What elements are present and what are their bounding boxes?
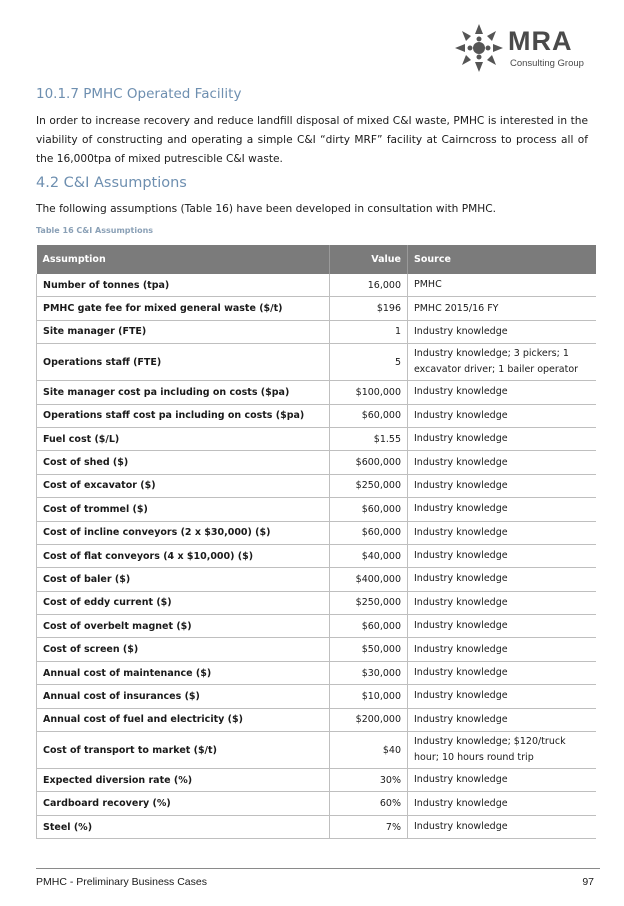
assumption-cell: PMHC gate fee for mixed general waste ($/t)	[37, 297, 330, 320]
assumption-cell: Cost of eddy current ($)	[37, 591, 330, 614]
value-cell: $60,000	[330, 404, 408, 427]
value-cell: $196	[330, 297, 408, 320]
value-cell: $400,000	[330, 568, 408, 591]
table-row	[37, 297, 596, 320]
section-heading: 10.1.7 PMHC Operated Facility	[36, 86, 242, 102]
table-row	[37, 344, 596, 381]
value-cell: 7%	[330, 815, 408, 838]
source-cell: Industry knowledge	[408, 638, 596, 661]
value-cell: $200,000	[330, 708, 408, 731]
assumptions-table	[36, 245, 596, 839]
value-cell: $10,000	[330, 685, 408, 708]
value-cell: $60,000	[330, 521, 408, 544]
source-cell: Industry knowledge	[408, 381, 596, 404]
source-cell: Industry knowledge	[408, 708, 596, 731]
value-cell: 60%	[330, 792, 408, 815]
table-row	[37, 498, 596, 521]
assumption-cell: Cardboard recovery (%)	[37, 792, 330, 815]
subheading: 4.2 C&I Assumptions	[36, 175, 187, 191]
table-row	[37, 427, 596, 450]
table-row	[37, 521, 596, 544]
value-cell: $250,000	[330, 591, 408, 614]
source-cell: Industry knowledge; $120/truck hour; 10 hours round trip	[408, 732, 596, 769]
table-header-row	[37, 245, 596, 274]
assumption-cell: Fuel cost ($/L)	[37, 427, 330, 450]
table-row	[37, 732, 596, 769]
value-cell: 30%	[330, 769, 408, 792]
table-row	[37, 615, 596, 638]
header-assumption: Assumption	[37, 245, 330, 274]
assumption-cell: Expected diversion rate (%)	[37, 769, 330, 792]
page-number: 97	[582, 876, 594, 888]
assumption-cell: Cost of screen ($)	[37, 638, 330, 661]
table-row	[37, 381, 596, 404]
table-row	[37, 638, 596, 661]
value-cell: $600,000	[330, 451, 408, 474]
source-cell: Industry knowledge	[408, 427, 596, 450]
source-cell: PMHC 2015/16 FY	[408, 297, 596, 320]
value-cell: $40	[330, 732, 408, 769]
source-cell: Industry knowledge	[408, 568, 596, 591]
value-cell: $50,000	[330, 638, 408, 661]
assumptions-paragraph: The following assumptions (Table 16) have been developed in consultation with PMHC.	[36, 203, 497, 215]
value-cell: $100,000	[330, 381, 408, 404]
assumption-cell: Cost of overbelt magnet ($)	[37, 615, 330, 638]
source-cell: Industry knowledge	[408, 769, 596, 792]
assumption-cell: Operations staff (FTE)	[37, 344, 330, 381]
assumption-cell: Cost of baler ($)	[37, 568, 330, 591]
table-caption: Table 16 C&I Assumptions	[36, 226, 154, 235]
source-cell: Industry knowledge	[408, 498, 596, 521]
value-cell: 5	[330, 344, 408, 381]
table-row	[37, 474, 596, 497]
assumption-cell: Steel (%)	[37, 815, 330, 838]
table-row	[37, 274, 596, 297]
assumption-cell: Number of tonnes (tpa)	[37, 274, 330, 297]
source-cell: Industry knowledge	[408, 591, 596, 614]
footer-title: PMHC - Preliminary Business Cases	[36, 876, 207, 888]
value-cell: 16,000	[330, 274, 408, 297]
logo-mark-icon	[452, 22, 506, 74]
value-cell: $60,000	[330, 498, 408, 521]
table-row	[37, 769, 596, 792]
table-row	[37, 568, 596, 591]
source-cell: Industry knowledge	[408, 521, 596, 544]
source-cell: Industry knowledge	[408, 404, 596, 427]
value-cell: $1.55	[330, 427, 408, 450]
assumption-cell: Cost of incline conveyors (2 x $30,000) ($)	[37, 521, 330, 544]
value-cell: $30,000	[330, 661, 408, 684]
source-cell: Industry knowledge	[408, 544, 596, 567]
intro-paragraph: In order to increase recovery and reduce landfill disposal of mixed C&I waste, PMHC is interested in the viability of constructing and operating a simple C&I “dirty MRF” facility at Cairncross to process all of the 16,000tpa of mixed putrescible C&I waste.	[36, 115, 588, 165]
table-row	[37, 544, 596, 567]
header-value: Value	[330, 245, 408, 274]
table-row	[37, 320, 596, 343]
source-cell: Industry knowledge	[408, 451, 596, 474]
assumption-cell: Site manager cost pa including on costs ($pa)	[37, 381, 330, 404]
footer-divider	[36, 868, 600, 869]
value-cell: 1	[330, 320, 408, 343]
value-cell: $250,000	[330, 474, 408, 497]
table-row	[37, 815, 596, 838]
source-cell: Industry knowledge	[408, 615, 596, 638]
table-row	[37, 451, 596, 474]
source-cell: PMHC	[408, 274, 596, 297]
source-cell: Industry knowledge	[408, 815, 596, 838]
table-row	[37, 661, 596, 684]
assumption-cell: Cost of flat conveyors (4 x $10,000) ($)	[37, 544, 330, 567]
assumption-cell: Cost of trommel ($)	[37, 498, 330, 521]
assumption-cell: Annual cost of fuel and electricity ($)	[37, 708, 330, 731]
header-source: Source	[408, 245, 596, 274]
assumption-cell: Cost of excavator ($)	[37, 474, 330, 497]
assumption-cell: Annual cost of maintenance ($)	[37, 661, 330, 684]
table-row	[37, 404, 596, 427]
assumption-cell: Cost of transport to market ($/t)	[37, 732, 330, 769]
table-row	[37, 591, 596, 614]
source-cell: Industry knowledge	[408, 792, 596, 815]
company-logo	[452, 22, 612, 74]
table-row	[37, 685, 596, 708]
assumption-cell: Cost of shed ($)	[37, 451, 330, 474]
source-cell: Industry knowledge	[408, 320, 596, 343]
source-cell: Industry knowledge	[408, 474, 596, 497]
source-cell: Industry knowledge	[408, 685, 596, 708]
table-row	[37, 792, 596, 815]
assumption-cell: Operations staff cost pa including on costs ($pa)	[37, 404, 330, 427]
value-cell: $60,000	[330, 615, 408, 638]
table-row	[37, 708, 596, 731]
assumption-cell: Site manager (FTE)	[37, 320, 330, 343]
source-cell: Industry knowledge	[408, 661, 596, 684]
logo-subtitle: Consulting Group	[510, 58, 584, 69]
value-cell: $40,000	[330, 544, 408, 567]
assumption-cell: Annual cost of insurances ($)	[37, 685, 330, 708]
logo-name: MRA	[508, 26, 573, 56]
source-cell: Industry knowledge; 3 pickers; 1 excavator driver; 1 bailer operator	[408, 344, 596, 381]
